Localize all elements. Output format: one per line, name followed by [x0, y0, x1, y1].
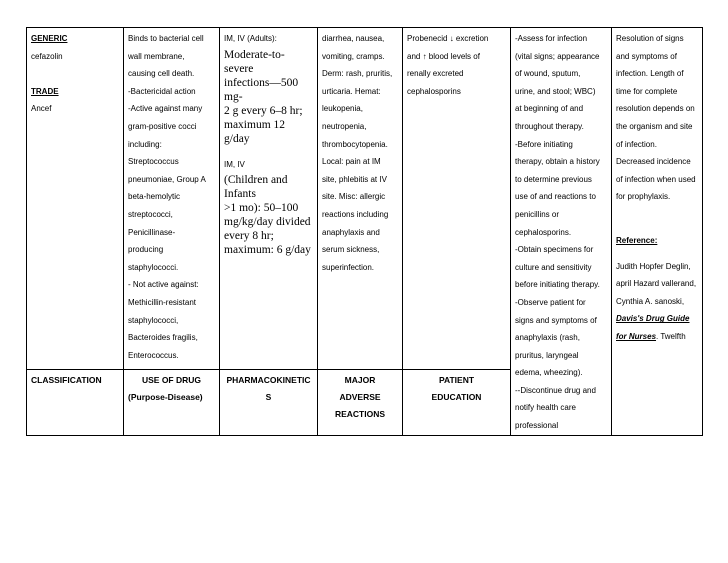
adult-route: IM, IV (Adults): [224, 34, 277, 43]
outcome-cell [612, 28, 703, 436]
text-line: of infection when used [616, 174, 696, 184]
outcome-list [616, 30, 698, 206]
pharmacokinetics-header [220, 369, 318, 435]
reference-book-1: Davis's Drug Guide [616, 314, 690, 324]
text-line: cephalosporins. [515, 227, 572, 237]
text-line: Penicillinase- [128, 227, 176, 237]
text-line: Resolution of signs [616, 34, 684, 43]
interactions-cell [403, 28, 511, 370]
text-line: -Observe patient for [515, 297, 586, 307]
text-line: maximum: 6 g/day [224, 244, 311, 257]
text-line: neutropenia, [322, 121, 367, 131]
text-line: the organism and site [616, 121, 693, 131]
text-line: including: [128, 139, 162, 149]
text-line: of wound, sputum, [515, 69, 581, 79]
text-line: site. Misc: allergic [322, 192, 386, 202]
text-line: for prophylaxis. [616, 192, 671, 202]
text-line: - Not active against: [128, 280, 199, 290]
action-cell [124, 28, 220, 370]
reference-author-3: Cynthia A. sanoski, [616, 296, 685, 306]
reference-label: Reference: [616, 235, 658, 245]
text-line: causing cell death. [128, 69, 195, 79]
text-line: Bacteroides fragilis, [128, 333, 198, 343]
text-line: superinfection. [322, 262, 375, 272]
text-line: Local: pain at IM [322, 157, 381, 167]
text-line: reactions including [322, 209, 389, 219]
text-line: diarrhea, nausea, [322, 34, 385, 43]
text-line: -Before initiating [515, 139, 573, 149]
text-line: maximum 12 g/day [224, 118, 286, 145]
generic-label: GENERIC [31, 34, 68, 43]
text-line: use of and reactions to [515, 192, 596, 202]
reference-author-1: Judith Hopfer Deglin, [616, 261, 691, 271]
text-line: at beginning of and [515, 104, 584, 114]
text-line: (vital signs; appearance [515, 51, 600, 61]
generic-cell [27, 28, 124, 370]
text-line: -Bactericidal action [128, 86, 196, 96]
text-line: -Active against many [128, 104, 203, 114]
text-line: (Children and Infants [224, 174, 288, 201]
child-route: IM, IV [224, 159, 245, 169]
text-line: cephalosporins [407, 86, 461, 96]
use-label: USE OF DRUG [141, 374, 202, 385]
text-line: every 8 hr; [224, 230, 274, 243]
education-label-1: PATIENT [438, 374, 475, 385]
text-line: vomiting, cramps. [322, 51, 385, 61]
child-dosage [224, 173, 313, 257]
text-line: staphylococci, [128, 315, 179, 325]
text-line: before initiating therapy. [515, 280, 600, 290]
text-line: -Assess for infection [515, 34, 588, 43]
text-line: pruritus, laryngeal [515, 350, 579, 360]
text-line: therapy, obtain a history [515, 157, 600, 167]
action-list [128, 30, 215, 364]
text-line: Enterococcus. [128, 350, 179, 360]
text-line: mg/kg/day divided [224, 216, 311, 229]
text-line: Derm: rash, pruritis, [322, 69, 393, 79]
pk-label-1: PHARMACOKINETIC [226, 374, 311, 385]
text-line: signs and symptoms of [515, 315, 597, 325]
drug-info-row [27, 28, 703, 370]
text-line: site, phlebitis at IV [322, 174, 387, 184]
adult-dosage [224, 48, 313, 146]
text-line: edema, wheezing). [515, 368, 583, 378]
text-line: urine, and stool; WBC) [515, 86, 596, 96]
use-header [124, 369, 220, 435]
text-line: infections—500 mg- [224, 76, 299, 103]
text-line: pneumoniae, Group A [128, 174, 206, 184]
text-line: Probenecid ↓ excretion [407, 34, 489, 43]
text-line: Streptococcus [128, 157, 179, 167]
text-line: staphylococci. [128, 262, 179, 272]
text-line: renally excreted [407, 69, 464, 79]
text-line: Moderate-to-severe [224, 48, 285, 75]
text-line: Decreased incidence [616, 157, 691, 167]
text-line: anaphylaxis and [322, 227, 380, 237]
text-line: Binds to bacterial cell [128, 34, 204, 43]
text-line: serum sickness, [322, 245, 380, 255]
reference-edition: . Twelfth [656, 331, 686, 341]
adverse-label-1: MAJOR [344, 374, 376, 385]
side-effects-cell [318, 28, 403, 370]
drug-card-table [26, 27, 703, 436]
adverse-label-2: ADVERSE [339, 391, 381, 402]
text-line: leukopenia, [322, 104, 363, 114]
classification-label: CLASSIFICATION [31, 374, 102, 385]
text-line: resolution depends on [616, 104, 695, 114]
text-line: gram-positive cocci [128, 121, 197, 131]
text-line: -Obtain specimens for [515, 245, 594, 255]
text-line: urticaria. Hemat: [322, 86, 381, 96]
classification-header [27, 369, 124, 435]
text-line: notify health care [515, 403, 576, 413]
text-line: of infection. [616, 139, 657, 149]
text-line: producing [128, 245, 164, 255]
trade-name: Ancef [31, 104, 52, 114]
nursing-list [515, 30, 607, 435]
text-line: penicillins or [515, 209, 560, 219]
adverse-header [318, 369, 403, 435]
education-label-2: EDUCATION [431, 391, 482, 402]
text-line: professional [515, 421, 559, 431]
text-line: throughout therapy. [515, 121, 584, 131]
text-line: culture and sensitivity [515, 262, 592, 272]
text-line: anaphylaxis (rash, [515, 333, 580, 343]
adverse-label-3: REACTIONS [334, 408, 386, 419]
text-line: beta-hemolytic [128, 192, 181, 202]
pk-label-2: S [265, 391, 272, 402]
text-line: --Discontinue drug and [515, 385, 596, 395]
generic-name: cefazolin [31, 51, 63, 61]
text-line: time for complete [616, 86, 678, 96]
text-line: Methicillin-resistant [128, 297, 197, 307]
reference-book-2: for Nurses [616, 331, 657, 341]
use-sublabel: (Purpose-Disease) [128, 391, 203, 402]
reference-author-2: april Hazard vallerand, [616, 279, 697, 289]
text-line: streptococci, [128, 209, 173, 219]
text-line: 2 g every 6–8 hr; [224, 104, 303, 117]
text-line: infection. Length of [616, 69, 684, 79]
text-line: and ↑ blood levels of [407, 51, 480, 61]
nursing-cell [511, 28, 612, 436]
dosage-cell [220, 28, 318, 370]
text-line: to determine previous [515, 174, 592, 184]
trade-label: TRADE [31, 86, 59, 96]
text-line: thrombocytopenia. [322, 139, 388, 149]
side-effects-list [322, 30, 398, 276]
interactions-list [407, 30, 506, 100]
text-line: and symptoms of [616, 51, 677, 61]
text-line: >1 mo): 50–100 [224, 202, 299, 215]
text-line: wall membrane, [128, 51, 185, 61]
education-header [403, 369, 511, 435]
